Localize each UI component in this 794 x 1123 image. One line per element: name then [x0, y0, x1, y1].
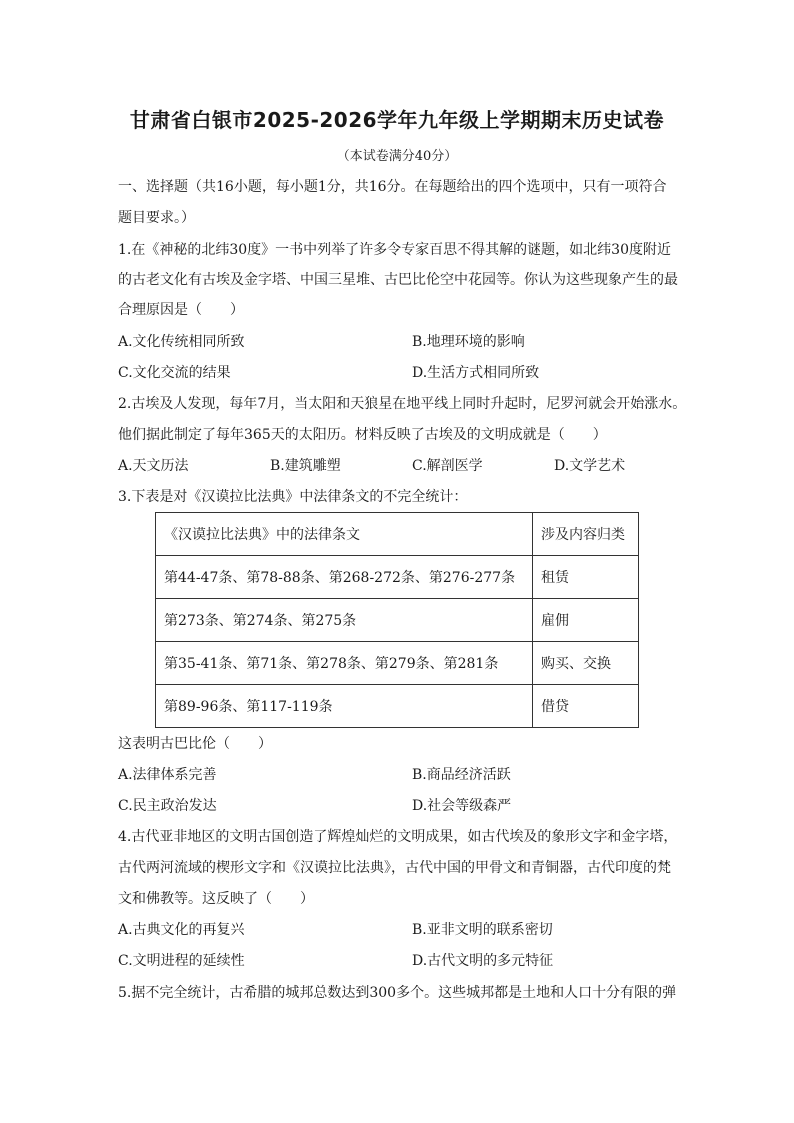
table-header-cell: 涉及内容归类 — [533, 513, 639, 556]
question-1-option-b: B.地理环境的影响 — [412, 334, 525, 350]
table-row — [156, 685, 639, 728]
law-articles-table — [155, 512, 639, 728]
question-2-option-a: A.天文历法 — [118, 458, 189, 474]
question-1-text: 合理原因是（ ） — [118, 302, 244, 318]
question-5-text: 5.据不完全统计，古希腊的城邦总数达到300多个。这些城邦都是土地和人口十分有限的弹 — [118, 985, 677, 1001]
table-cell: 雇佣 — [533, 599, 639, 642]
question-1-option-c: C.文化交流的结果 — [118, 365, 231, 381]
question-2-option-b: B.建筑雕塑 — [270, 458, 341, 474]
table-cell: 第89-96条、第117-119条 — [156, 685, 533, 728]
page-title: 甘肃省白银市2025-2026学年九年级上学期期末历史试卷 — [129, 108, 665, 132]
section-instruction-line: 一、选择题（共16小题，每小题1分，共16分。在每题给出的四个选项中，只有一项符合 — [118, 179, 667, 195]
question-3-text: 3.下表是对《汉谟拉比法典》中法律条文的不完全统计： — [118, 489, 468, 505]
table-cell: 第273条、第274条、第275条 — [156, 599, 533, 642]
question-2-text: 他们据此制定了每年365天的太阳历。材料反映了古埃及的文明成就是（ ） — [118, 427, 607, 443]
question-1-option-d: D.生活方式相同所致 — [412, 365, 540, 381]
question-3-option-c: C.民主政治发达 — [118, 798, 217, 814]
table-cell: 借贷 — [533, 685, 639, 728]
table-cell: 租赁 — [533, 556, 639, 599]
question-1-text: 的古老文化有古埃及金字塔、中国三星堆、古巴比伦空中花园等。你认为这些现象产生的最 — [118, 272, 678, 288]
section-instruction-line: 题目要求。） — [118, 210, 195, 226]
question-3-text: 这表明古巴比伦（ ） — [118, 736, 272, 752]
question-4-option-b: B.亚非文明的联系密切 — [412, 922, 553, 938]
table-row — [156, 556, 639, 599]
question-3-option-b: B.商品经济活跃 — [412, 767, 511, 783]
table-cell: 第44-47条、第78-88条、第268-272条、第276-277条 — [156, 556, 533, 599]
question-4-option-c: C.文明进程的延续性 — [118, 953, 245, 969]
table-cell: 第35-41条、第71条、第278条、第279条、第281条 — [156, 642, 533, 685]
question-3-option-d: D.社会等级森严 — [412, 798, 512, 814]
table-row — [156, 642, 639, 685]
table-row — [156, 599, 639, 642]
question-1-text: 1.在《神秘的北纬30度》一书中列举了许多令专家百思不得其解的谜题，如北纬30度附近 — [118, 242, 671, 258]
question-2-text: 2.古埃及人发现，每年7月，当太阳和天狼星在地平线上同时升起时，尼罗河就会开始涨水。 — [118, 396, 687, 412]
question-2-option-d: D.文学艺术 — [554, 458, 626, 474]
table-header-row — [156, 513, 639, 556]
question-1-option-a: A.文化传统相同所致 — [118, 334, 245, 350]
table-cell: 购买、交换 — [533, 642, 639, 685]
question-4-text: 文和佛教等。这反映了（ ） — [118, 891, 314, 907]
question-2-option-c: C.解剖医学 — [412, 458, 483, 474]
page-subtitle: （本试卷满分40分） — [336, 149, 458, 164]
question-4-text: 古代两河流域的楔形文字和《汉谟拉比法典》，古代中国的甲骨文和青铜器，古代印度的梵 — [118, 860, 671, 876]
question-3-option-a: A.法律体系完善 — [118, 767, 217, 783]
question-4-option-d: D.古代文明的多元特征 — [412, 953, 554, 969]
table-header-cell: 《汉谟拉比法典》中的法律条文 — [156, 513, 533, 556]
question-4-option-a: A.古典文化的再复兴 — [118, 922, 245, 938]
question-4-text: 4.古代亚非地区的文明古国创造了辉煌灿烂的文明成果，如古代埃及的象形文字和金字塔， — [118, 829, 678, 845]
